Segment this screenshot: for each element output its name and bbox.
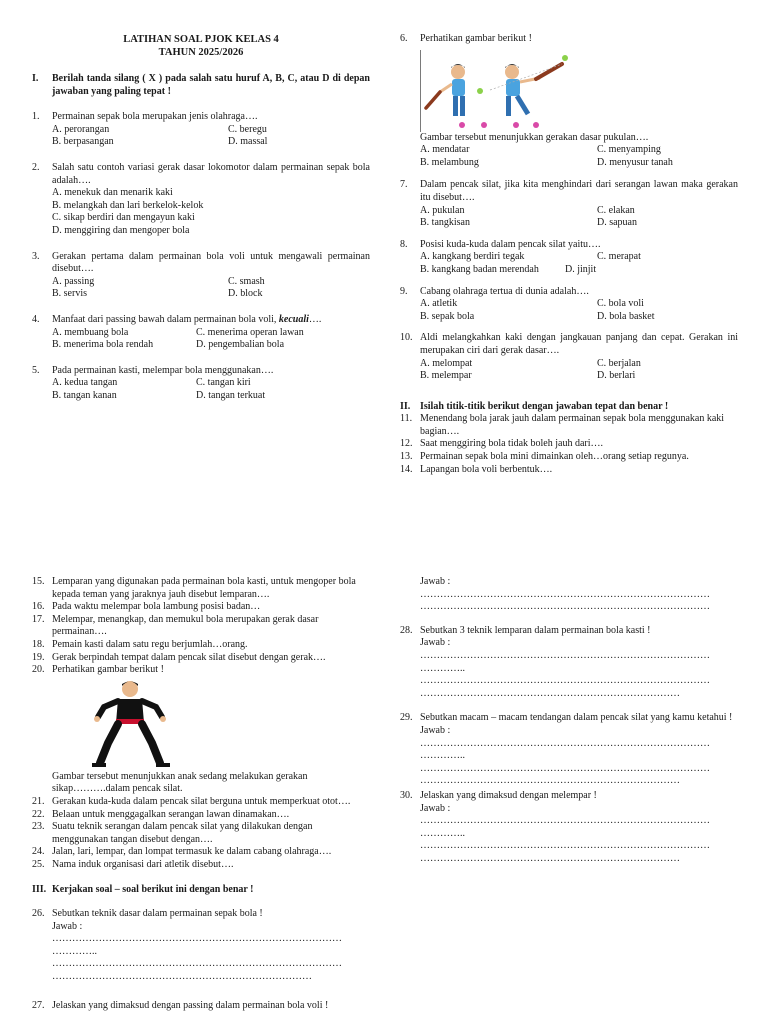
question-16: 16. Pada waktu melempar bola lambung posisi badan… <box>32 601 261 613</box>
question-20: 20. Perhatikan gambar berikut ! Gambar tersebut menunjukkan anak sedang melakukan gerakan sikap……….dalam pencak silat. <box>32 664 370 796</box>
question-12: 12. Saat menggiring bola tidak boleh jauh dari…. <box>400 438 604 450</box>
answer-line: …………………………………………………………………………… <box>420 601 710 613</box>
left-column-bottom <box>32 576 370 1012</box>
page-year: TAHUN 2025/2026 <box>158 47 244 58</box>
section-1-heading: I. Berilah tanda silang ( X ) pada salah satu huruf A, B, C, atau D di depan jawaban yang paling tepat ! <box>32 73 370 97</box>
kasti-batting-illustration <box>420 46 738 132</box>
answer-line: …………………………………………………………………… <box>420 852 680 864</box>
answer-line: …………………………………………………………………… <box>420 775 680 787</box>
question-26: 26. Sebutkan teknik dasar dalam permainan sepak bola ! Jawab : …………………………………………………………………………… ………….. …………………………………………………………………………… …………………………………………………………………… <box>32 908 370 984</box>
answer-line: ………….. <box>420 662 465 674</box>
answer-line: …………………………………………………………………………… <box>420 588 710 600</box>
right-column-top <box>400 33 738 476</box>
answer-line: …………………………………………………………………………… <box>420 675 710 687</box>
question-27: 27. Jelaskan yang dimaksud dengan passing dalam permainan bola voli ! <box>32 999 329 1011</box>
question-21: 21. Gerakan kuda-kuda dalam pencak silat berguna untuk memperkuat otot…. <box>32 795 351 807</box>
answer-line: …………………………………………………………………………… <box>420 815 710 827</box>
question-9: 9. Cabang olahraga tertua di dunia adalah…. A. atletik C. bola voli B. sepak bola D. bola basket <box>400 285 655 322</box>
question-28: 28. Sebutkan 3 teknik lemparan dalam permainan bola kasti ! Jawab : …………………………………………………………………………… ………….. …………………………………………………………………………… …………………………………………………………………… <box>400 625 738 701</box>
question-13: 13. Permainan sepak bola mini dimainkan oleh…orang setiap regunya. <box>400 451 689 463</box>
question-27-answer: Jawab : …………………………………………………………………………… …………………………………………………………………………… <box>400 576 738 614</box>
left-column-top <box>32 33 370 402</box>
section-3-heading: III. Kerjakan soal – soal berikut ini dengan benar ! <box>32 883 254 895</box>
question-7: 7. Dalam pencak silat, jika kita menghindari dari serangan lawan maka gerakan itu disebut…. A. pukulan C. elakan B. tangkisan D. sapuan <box>400 179 738 229</box>
question-3: 3. Gerakan pertama dalam permainan bola voli untuk mengawali permainan disebut…. A. passing C. smash B. servis D. block <box>32 250 370 300</box>
question-23: 23. Suatu teknik serangan dalam pencak silat yang dilakukan dengan menggunakan tangan disebut dengan…. <box>32 821 313 845</box>
silat-stance-illustration <box>52 677 370 771</box>
answer-line: …………………………………………………………………………… <box>420 649 710 661</box>
question-4: 4. Manfaat dari passing bawah dalam permainan bola voli, kecuali…. A. membuang bola C. menerima operan lawan B. menerima bola rendah D. pengembalian bola <box>32 313 322 351</box>
question-22: 22. Belaan untuk menggagalkan serangan lawan dinamakan…. <box>32 808 290 820</box>
question-30: 30. Jelaskan yang dimaksud dengan melempar ! Jawab : …………………………………………………………………………… ………….. …………………………………………………………………………… …………………………………………………………………… <box>400 790 738 866</box>
answer-line: …………………………………………………………………………… <box>420 762 710 774</box>
question-24: 24. Jalan, lari, lempar, dan lompat termasuk ke dalam cabang olahraga…. <box>32 846 332 858</box>
answer-line: ………….. <box>420 827 465 839</box>
question-17: 17. Melempar, menangkap, dan memukul bola merupakan gerak dasar permainan…. <box>32 613 319 638</box>
answer-line: …………………………………………………………………… <box>420 687 680 699</box>
question-19: 19. Gerak berpindah tempat dalam pencak silat disebut dengan gerak…. <box>32 651 326 663</box>
question-10: 10. Aldi melangkahkan kaki dengan jangkauan panjang dan cepat. Gerakan ini merupakan ciri dari gerak dasar…. A. melompat C. berjalan B. melempar D. berlari <box>400 332 738 382</box>
question-1: 1. Permainan sepak bola merupakan jenis olahraga…. A. perorangan C. beregu B. berpasangan D. massal <box>32 111 268 148</box>
answer-line: …………………………………………………………………………… <box>52 933 342 945</box>
question-15: 15. Lemparan yang digunakan pada permainan bola kasti, untuk mengoper bola kepada teman yang jaraknya jauh disebut lemparan…. <box>32 576 356 600</box>
answer-line: ………….. <box>420 750 465 762</box>
answer-line: …………………………………………………………………………… <box>420 737 710 749</box>
question-8: 8. Posisi kuda-kuda dalam pencak silat yaitu…. A. kangkang berdiri tegak C. merapat B. kangkang badan merendah D. jinjit <box>400 238 641 275</box>
question-25: 25. Nama induk organisasi dari atletik disebut…. <box>32 858 234 870</box>
question-6: 6. Perhatikan gambar berikut ! Gambar tersebut menunjukkan gerakan dasar pukulan…. A. mendatar C. menyamping B. melambung D. menyusur tanah <box>400 33 738 169</box>
answer-line: …………………………………………………………………… <box>52 971 312 983</box>
question-14: 14. Lapangan bola voli berbentuk…. <box>400 463 553 475</box>
question-18: 18. Pemain kasti dalam satu regu berjumlah…orang. <box>32 638 248 650</box>
answer-line: …………………………………………………………………………… <box>52 958 342 970</box>
page-title: LATIHAN SOAL PJOK KELAS 4 <box>123 34 279 45</box>
section-2-heading: II. Isilah titik-titik berikut dengan jawaban tepat dan benar ! <box>400 400 669 412</box>
question-29: 29. Sebutkan macam – macam tendangan dalam pencak silat yang kamu ketahui ! Jawab : …………………………………………………………………………… ………….. …………………………………………………………………………… …………………………………………………………………… <box>400 712 738 788</box>
answer-line: ………….. <box>52 945 97 957</box>
question-2: 2. Salah satu contoh variasi gerak dasar lokomotor dalam permainan sepak bola adalah…. A. menekuk dan menarik kaki B. melangkah dan lari berkelok-kelok C. sikap berdiri dan mengayun kaki D. menggiring dan mengoper bola <box>32 161 370 236</box>
question-5: 5. Pada permainan kasti, melempar bola menggunakan…. A. kedua tangan C. tangan kiri B. tangan kanan D. tangan terkuat <box>32 364 274 401</box>
question-11: 11. Menendang bola jarak jauh dalam permainan sepak bola menggunakan kaki bagian…. <box>400 413 725 437</box>
answer-line: …………………………………………………………………………… <box>420 840 710 852</box>
right-column-bottom <box>400 576 738 865</box>
